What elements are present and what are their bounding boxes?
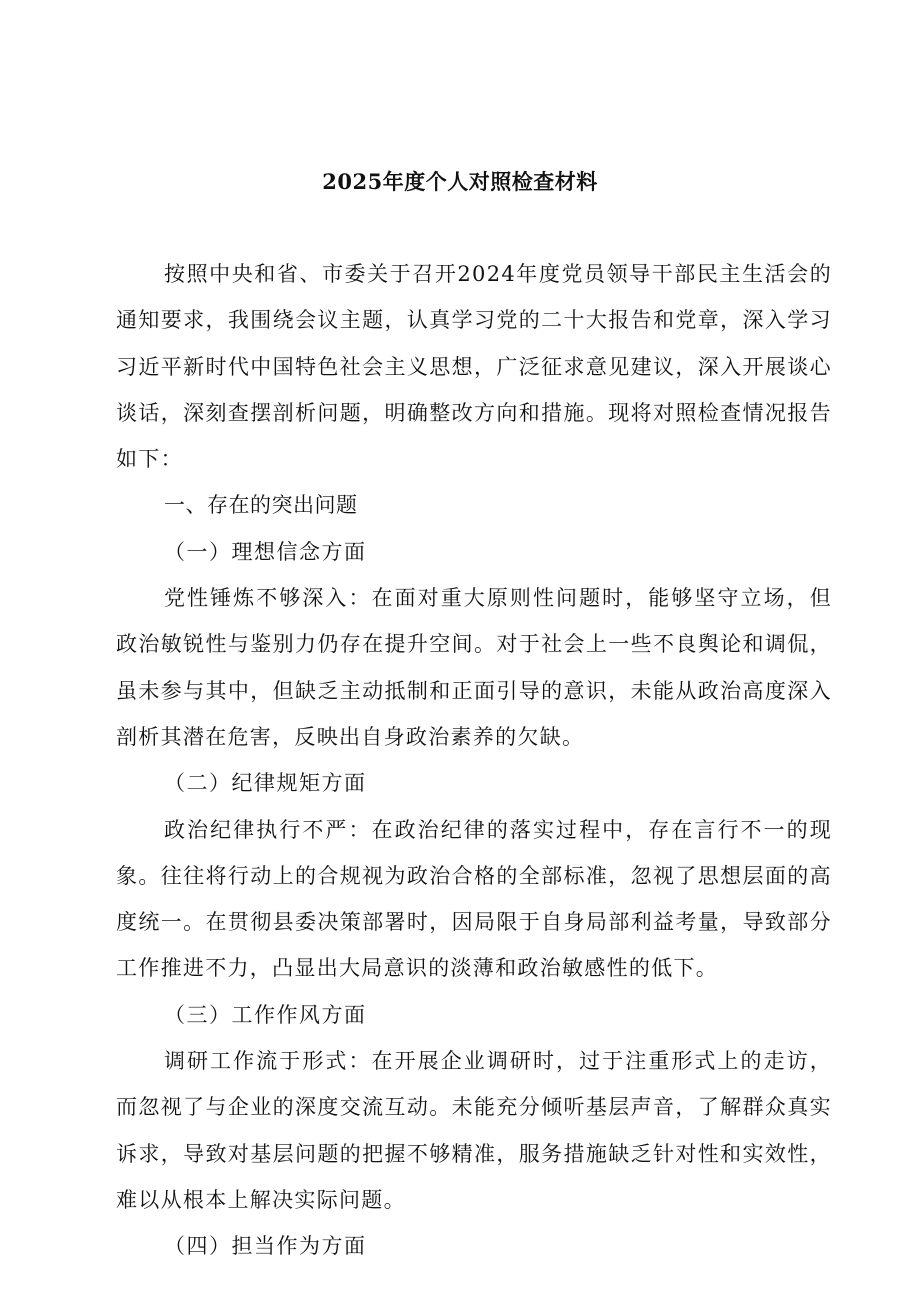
paragraph-work-style: 调研工作流于形式：在开展企业调研时，过于注重形式上的走访，而忽视了与企业的深度交流互动。未能充分倾听基层声音，了解群众真实诉求，导致对基层问题的把握不够精准，服务措施缺乏针对性和实效性，难以从根本上解决实际问题。 xyxy=(116,1049,832,1212)
paragraph-ideals: 党性锤炼不够深入：在面对重大原则性问题时，能够坚守立场，但政治敏锐性与鉴别力仍存在提升空间。对于社会上一些不良舆论和调侃，虽未参与其中，但缺乏主动抵制和正面引导的意识，未能从政治高度深入剖析其潜在危害，反映出自身政治素养的欠缺。 xyxy=(116,586,832,749)
intro-paragraph: 按照中央和省、市委关于召开2024年度党员领导干部民主生活会的通知要求，我围绕会议主题，认真学习党的二十大报告和党章，深入学习习近平新时代中国特色社会主义思想，广泛征求意见建议，深入开展谈心谈话，深刻查摆剖析问题，明确整改方向和措施。现将对照检查情况报告如下： xyxy=(116,262,832,472)
document-body xyxy=(116,251,832,1270)
subsection-heading-ideals: （一）理想信念方面 xyxy=(164,539,367,564)
subsection-heading-responsibility: （四）担当作为方面 xyxy=(164,1234,367,1259)
paragraph-discipline: 政治纪律执行不严：在政治纪律的落实过程中，存在言行不一的现象。往往将行动上的合规视为政治合格的全部标准，忽视了思想层面的高度统一。在贯彻县委决策部署时，因局限于自身局部利益考量，导致部分工作推进不力，凸显出大局意识的淡薄和政治敏感性的低下。 xyxy=(116,817,832,981)
subsection-heading-discipline: （二）纪律规矩方面 xyxy=(164,771,367,796)
document-title: 2025年度个人对照检查材料 xyxy=(322,169,598,194)
subsection-heading-work-style: （三）工作作风方面 xyxy=(164,1002,367,1027)
section-heading-problems: 一、存在的突出问题 xyxy=(164,493,358,518)
